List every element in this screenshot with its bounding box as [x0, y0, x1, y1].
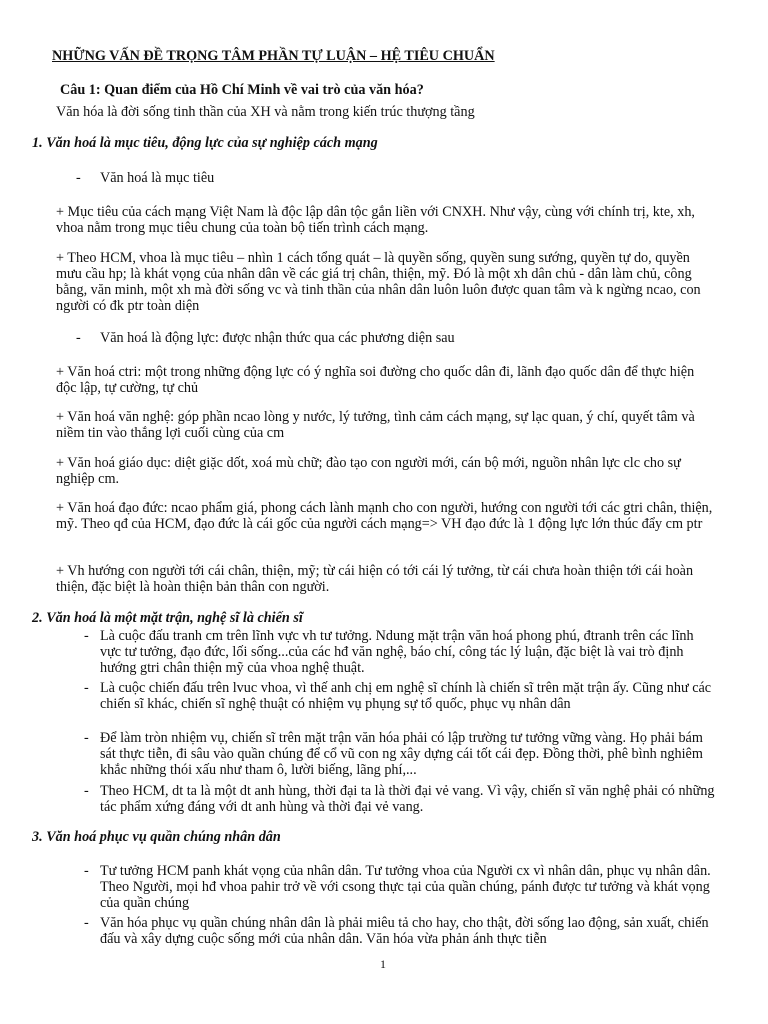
question-heading: Câu 1: Quan điểm của Hồ Chí Minh về vai trò của văn hóa?	[60, 82, 424, 98]
bullet-text: Để làm tròn nhiệm vụ, chiến sĩ trên mặt trận văn hóa phải có lập trường tư tưởng vững vàng. Họ phải bám sát thực tiễn, đi sâu vào quần chúng để cổ vũ con ng xây dựng cái tốt cái đẹp. Đồng thời, phê bình nghiêm khắc những thói xấu như tham ô, lười biếng, lãng phí,...	[100, 730, 703, 778]
bullet-item	[84, 783, 716, 815]
section-3-heading: 3. Văn hoá phục vụ quần chúng nhân dân	[32, 829, 281, 845]
bullet-text: Là cuộc chiến đấu trên lvuc vhoa, vì thế anh chị em nghệ sĩ chính là chiến sĩ trên mặt trận ấy. Cũng như các chiến sĩ khác, chiến sĩ nghệ thuật có nhiệm vụ phụng sự tổ quốc, phục vụ nhân dân	[100, 680, 712, 712]
bullet-text: Là cuộc đấu tranh cm trên lĩnh vực vh tư tưởng. Ndung mặt trận văn hoá phong phú, đtranh trên các lĩnh vực tư tưởng, đạo đức, lối sống...của các hđ văn nghệ, báo chí, công tác lý luận, đặc biệt là vai trò định hướng gtri chân thiện mỹ của vhoa nghệ thuật.	[100, 628, 694, 676]
page-number: 1	[380, 957, 386, 971]
dash-marker: -	[84, 628, 89, 644]
bullet-text: Theo HCM, dt ta là một dt anh hùng, thời đại ta là thời đại vẻ vang. Vì vậy, chiến sĩ văn nghệ phải có những tác phẩm xứng đáng với dt anh hùng và thời đại vẻ vang.	[100, 783, 715, 815]
dash-marker: -	[84, 783, 89, 799]
section-1-heading: 1. Văn hoá là mục tiêu, động lực của sự nghiệp cách mạng	[32, 135, 378, 151]
paragraph-van-hoa-van-nghe: + Văn hoá văn nghệ: góp phần ncao lòng y nước, lý tưởng, tình cảm cách mạng, sự lạc quan, ý chí, quyết tâm và niềm tin vào thắng lợi cuối cùng của cm	[56, 409, 695, 441]
paragraph-muc-tieu-cm: + Mục tiêu của cách mạng Việt Nam là độc lập dân tộc gắn liền với CNXH. Như vậy, cùng với chính trị, kte, xh, vhoa nằm trong mục tiêu chung của toàn bộ tiến trình cách mạng.	[56, 204, 695, 236]
dash-marker: -	[84, 680, 89, 696]
dash-item-text: Văn hoá là động lực: được nhận thức qua các phương diện sau	[100, 330, 455, 346]
document-title: NHỮNG VẤN ĐỀ TRỌNG TÂM PHẦN TỰ LUẬN – HỆ TIÊU CHUẨN	[52, 48, 495, 64]
dash-marker: -	[84, 863, 89, 879]
dash-marker: -	[76, 330, 81, 346]
paragraph-van-hoa-dao-duc: + Văn hoá đạo đức: ncao phẩm giá, phong cách lành mạnh cho con người, hướng con người tới các gtri chân, thiện, mỹ. Theo qđ của HCM, đạo đức là cái gốc của người cách mạng=> VH đạo đức là 1 động lực lớn thúc đẩy cm ptr	[56, 500, 713, 532]
bullet-item	[84, 863, 716, 911]
dash-item-text: Văn hoá là mục tiêu	[100, 170, 215, 186]
paragraph-theo-hcm: + Theo HCM, vhoa là mục tiêu – nhìn 1 cách tổng quát – là quyền sống, quyền sung sướng, quyền tự do, quyền mưu cầu hp; là khát vọng của nhân dân về các giá trị chân, thiện, mỹ. Đó là một xh dân chủ - dân làm chủ, công bằng, văn minh, một xh mà đời sống vc và tinh thần của nhân dân luôn luôn được quan tâm và k ngừng ncao, con người có đk ptr toàn diện	[56, 250, 701, 314]
bullet-text: Văn hóa phục vụ quần chúng nhân dân là phải miêu tả cho hay, cho thật, đời sống lao động, sản xuất, chiến đấu và xây dựng cuộc sống mới của nhân dân. Văn hóa vừa phản ánh thực tiễn	[100, 915, 709, 947]
dash-item-dong-luc	[76, 330, 455, 346]
dash-marker: -	[84, 915, 89, 931]
dash-marker: -	[84, 730, 89, 746]
bullet-item	[84, 680, 716, 712]
paragraph-van-hoa-ctri: + Văn hoá ctri: một trong những động lực có ý nghĩa soi đường cho quốc dân đi, lãnh đạo quốc dân để thực hiện độc lập, tự cường, tự chủ	[56, 364, 695, 396]
section-2-heading: 2. Văn hoá là một mặt trận, nghệ sĩ là chiến sĩ	[32, 610, 303, 626]
intro-line: Văn hóa là đời sống tinh thần của XH và nằm trong kiến trúc thượng tầng	[56, 104, 475, 120]
bullet-text: Tư tưởng HCM panh khát vọng của nhân dân. Tư tưởng vhoa của Người cx vì nhân dân, phục vụ nhân dân. Theo Người, mọi hđ vhoa pahir trở về với csong thực tại của quần chúng, pánh được tư tưởng và khát vọng của quần chúng	[100, 863, 711, 911]
bullet-item	[84, 628, 716, 676]
dash-item-muc-tieu	[76, 170, 214, 186]
paragraph-van-hoa-giao-duc: + Văn hoá giáo dục: diệt giặc dốt, xoá mù chữ; đào tạo con người mới, cán bộ mới, nguồn nhân lực clc cho sự nghiệp cm.	[56, 455, 681, 487]
paragraph-vh-huong-con-nguoi: + Vh hướng con người tới cái chân, thiện, mỹ; từ cái hiện có tới cái lý tưởng, từ cái chưa hoàn thiện tới cái hoàn thiện, đặc biệt là hoàn thiện bản thân con người.	[56, 563, 694, 595]
dash-marker: -	[76, 170, 81, 186]
bullet-item	[84, 915, 716, 947]
bullet-item	[84, 730, 716, 778]
